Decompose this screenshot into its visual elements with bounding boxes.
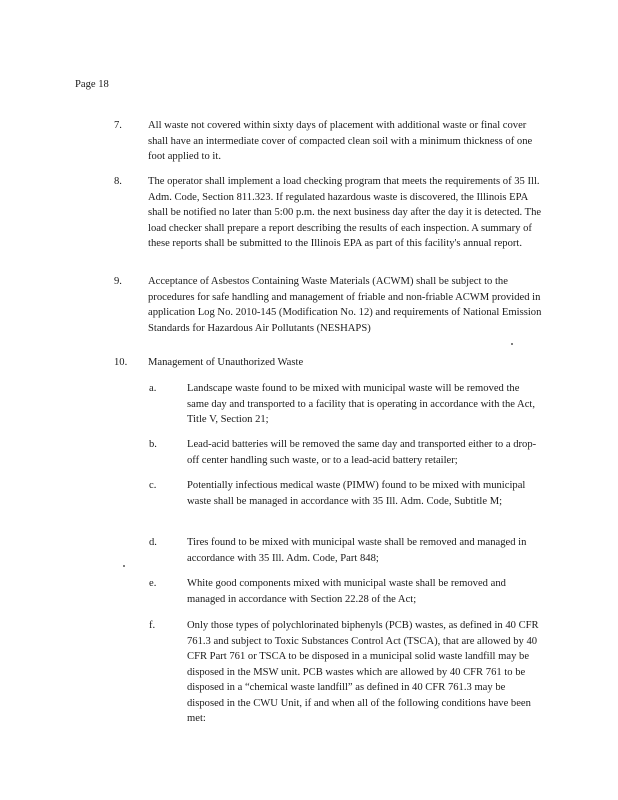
subitem-text: White good components mixed with municipal waste shall be removed and managed in accordance with Section 22.28 of the Act; bbox=[187, 578, 506, 605]
subitem-letter: e. bbox=[149, 578, 157, 589]
item-number: 10. bbox=[114, 357, 128, 368]
scan-speck bbox=[511, 343, 513, 345]
item-number: 9. bbox=[114, 276, 122, 287]
subitem-letter: a. bbox=[149, 383, 157, 394]
item-text: Management of Unauthorized Waste bbox=[148, 357, 304, 368]
subitem-text: Potentially infectious medical waste (PIMW) found to be mixed with municipal waste shall be managed in accordance with 35 Ill. Adm. Code, Subtitle M; bbox=[187, 480, 526, 507]
subitem-letter: c. bbox=[149, 480, 157, 491]
item-number: 8. bbox=[114, 176, 122, 187]
item-text: The operator shall implement a load checking program that meets the requirements of 35 Ill. Adm. Code, Section 811.323. If regulated hazardous waste is discovered, the Illinois EPA shall be notified no later than 5:00 p.m. the next business day after the day it is detected. The load checker shall prepare a report describing the results of each inspection. A summary of these reports shall be submitted to the Illinois EPA as part of this facility's annual report. bbox=[148, 176, 542, 249]
subitem-letter: d. bbox=[149, 537, 157, 548]
page-number: Page 18 bbox=[75, 79, 109, 90]
subitem-text: Tires found to be mixed with municipal waste shall be removed and managed in accordance with 35 Ill. Adm. Code, Part 848; bbox=[187, 537, 527, 564]
subitem-text: Lead-acid batteries will be removed the same day and transported either to a drop-off center handling such waste, or to a lead-acid battery retailer; bbox=[187, 439, 537, 466]
subitem-text: Only those types of polychlorinated biphenyls (PCB) wastes, as defined in 40 CFR 761.3 and subject to Toxic Substances Control Act (TSCA), that are allowed by 40 CFR Part 761 or TSCA to be disposed in a municipal solid waste landfill may be disposed in the MSW unit. PCB wastes which are allowed by 40 CFR 761 to be disposed in a “chemical waste landfill” as defined in 40 CFR 761.3 may be disposed in the CWU Unit, if and when all of the following conditions have been met: bbox=[187, 620, 539, 724]
scan-speck bbox=[123, 565, 125, 567]
item-text: Acceptance of Asbestos Containing Waste Materials (ACWM) shall be subject to the procedures for safe handling and management of friable and non-friable ACWM provided in application Log No. 2010-145 (Modification No. 12) and requirements of National Emission Standards for Hazardous Air Pollutants (NESHAPS) bbox=[148, 276, 542, 334]
subitem-letter: f. bbox=[149, 620, 156, 631]
subitem-letter: b. bbox=[149, 439, 157, 450]
item-number: 7. bbox=[114, 120, 122, 131]
subitem-text: Landscape waste found to be mixed with municipal waste will be removed the same day and transported to a facility that is operating in accordance with the Act, Title V, Section 21; bbox=[187, 383, 536, 425]
item-text: All waste not covered within sixty days of placement with additional waste or final cover shall have an intermediate cover of compacted clean soil with a minimum thickness of one foot applied to it. bbox=[148, 120, 533, 162]
